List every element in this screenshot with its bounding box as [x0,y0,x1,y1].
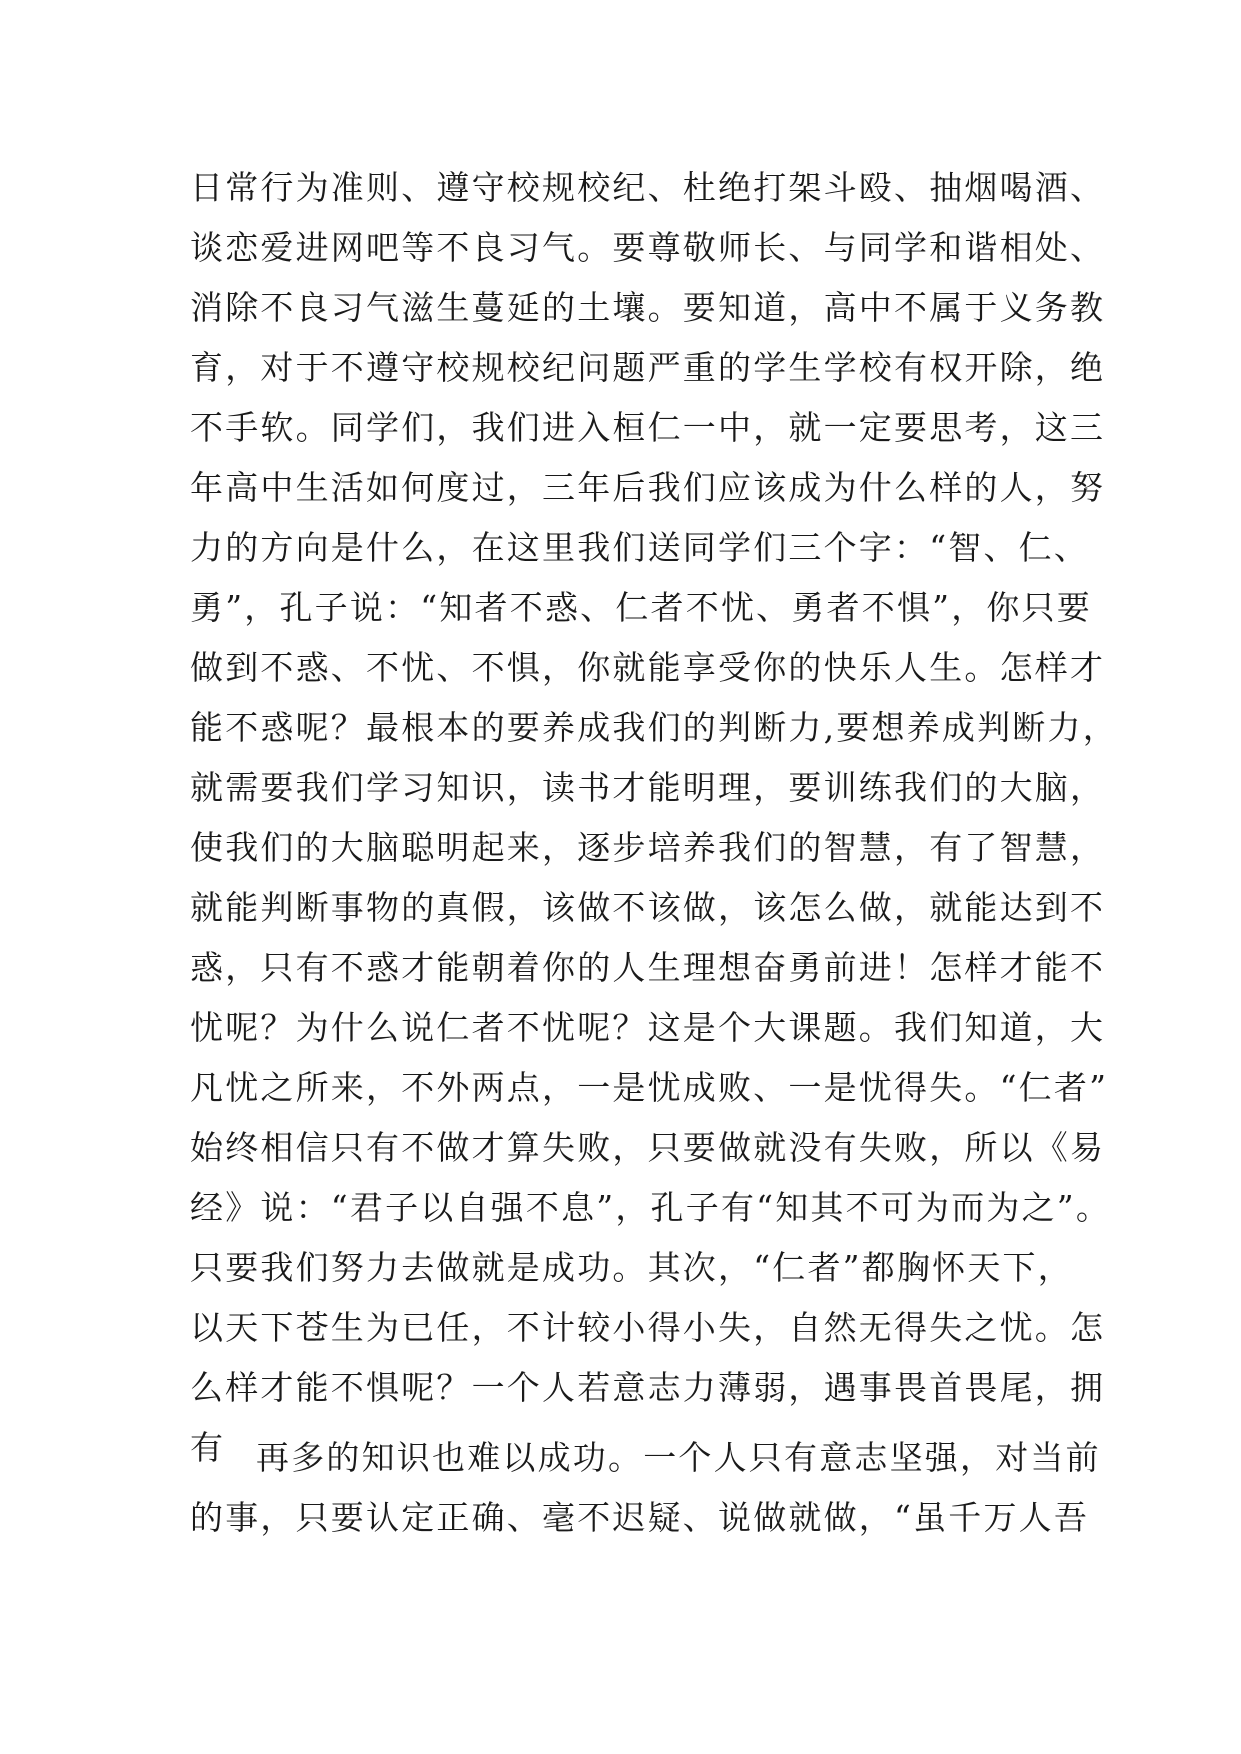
text-line: 就能判断事物的真假，该做不该做，该怎么做，就能达到不 [190,888,1106,927]
text-line: 年高中生活如何度过，三年后我们应该成为什么样的人，努 [190,468,1106,507]
text-line: 不手软。同学们，我们进入桓仁一中，就一定要思考，这三 [190,408,1106,447]
text-line: 勇”，孔子说：“知者不惑、仁者不忧、勇者不惧”，你只要 [190,588,1093,627]
text-line: 谈恋爱进网吧等不良习气。要尊敬师长、与同学和谐相处、 [190,228,1106,267]
text-line: 做到不惑、不忧、不惧，你就能享受你的快乐人生。怎样才 [190,648,1106,687]
text-line: 日常行为准则、遵守校规校纪、杜绝打架斗殴、抽烟喝酒、 [190,168,1106,207]
paragraph-2 [190,1428,1101,1548]
text-line: 经》说：“君子以自强不息”，孔子有“知其不可为而为之”。 [190,1188,1112,1227]
text-line: 有 [190,1428,226,1467]
text-line: 使我们的大脑聪明起来，逐步培养我们的智慧，有了智慧， [190,828,1106,867]
paragraph-1 [190,158,1118,1478]
text-line: 再多的知识也难以成功。一个人只有意志坚强，对当前 [256,1438,1101,1477]
text-line: 能不惑呢？最根本的要养成我们的判断力,要想养成判断力， [190,708,1118,747]
text-line: 凡忧之所来，不外两点，一是忧成败、一是忧得失。“仁者” [190,1068,1109,1107]
text-line: 力的方向是什么，在这里我们送同学们三个字：“智、仁、 [190,528,1090,567]
text-line: 育，对于不遵守校规校纪问题严重的学生学校有权开除，绝 [190,348,1106,387]
text-line: 始终相信只有不做才算失败，只要做就没有失败，所以《易 [190,1128,1106,1167]
text-line: 就需要我们学习知识，读书才能明理，要训练我们的大脑， [190,768,1106,807]
text-line: 的事，只要认定正确、毫不迟疑、说做就做，“虽千万人吾 [190,1498,1090,1537]
text-line: 惑，只有不惑才能朝着你的人生理想奋勇前进！怎样才能不 [190,948,1106,987]
text-line: 么样才能不惧呢？一个人若意志力薄弱，遇事畏首畏尾，拥 [190,1368,1106,1407]
text-line: 只要我们努力去做就是成功。其次，“仁者”都胸怀天下， [190,1248,1073,1287]
text-line: 以天下苍生为已任，不计较小得小失，自然无得失之忧。怎 [190,1308,1106,1347]
text-line: 消除不良习气滋生蔓延的土壤。要知道，高中不属于义务教 [190,288,1106,327]
text-line: 忧呢？为什么说仁者不忧呢？这是个大课题。我们知道，大 [190,1008,1106,1047]
